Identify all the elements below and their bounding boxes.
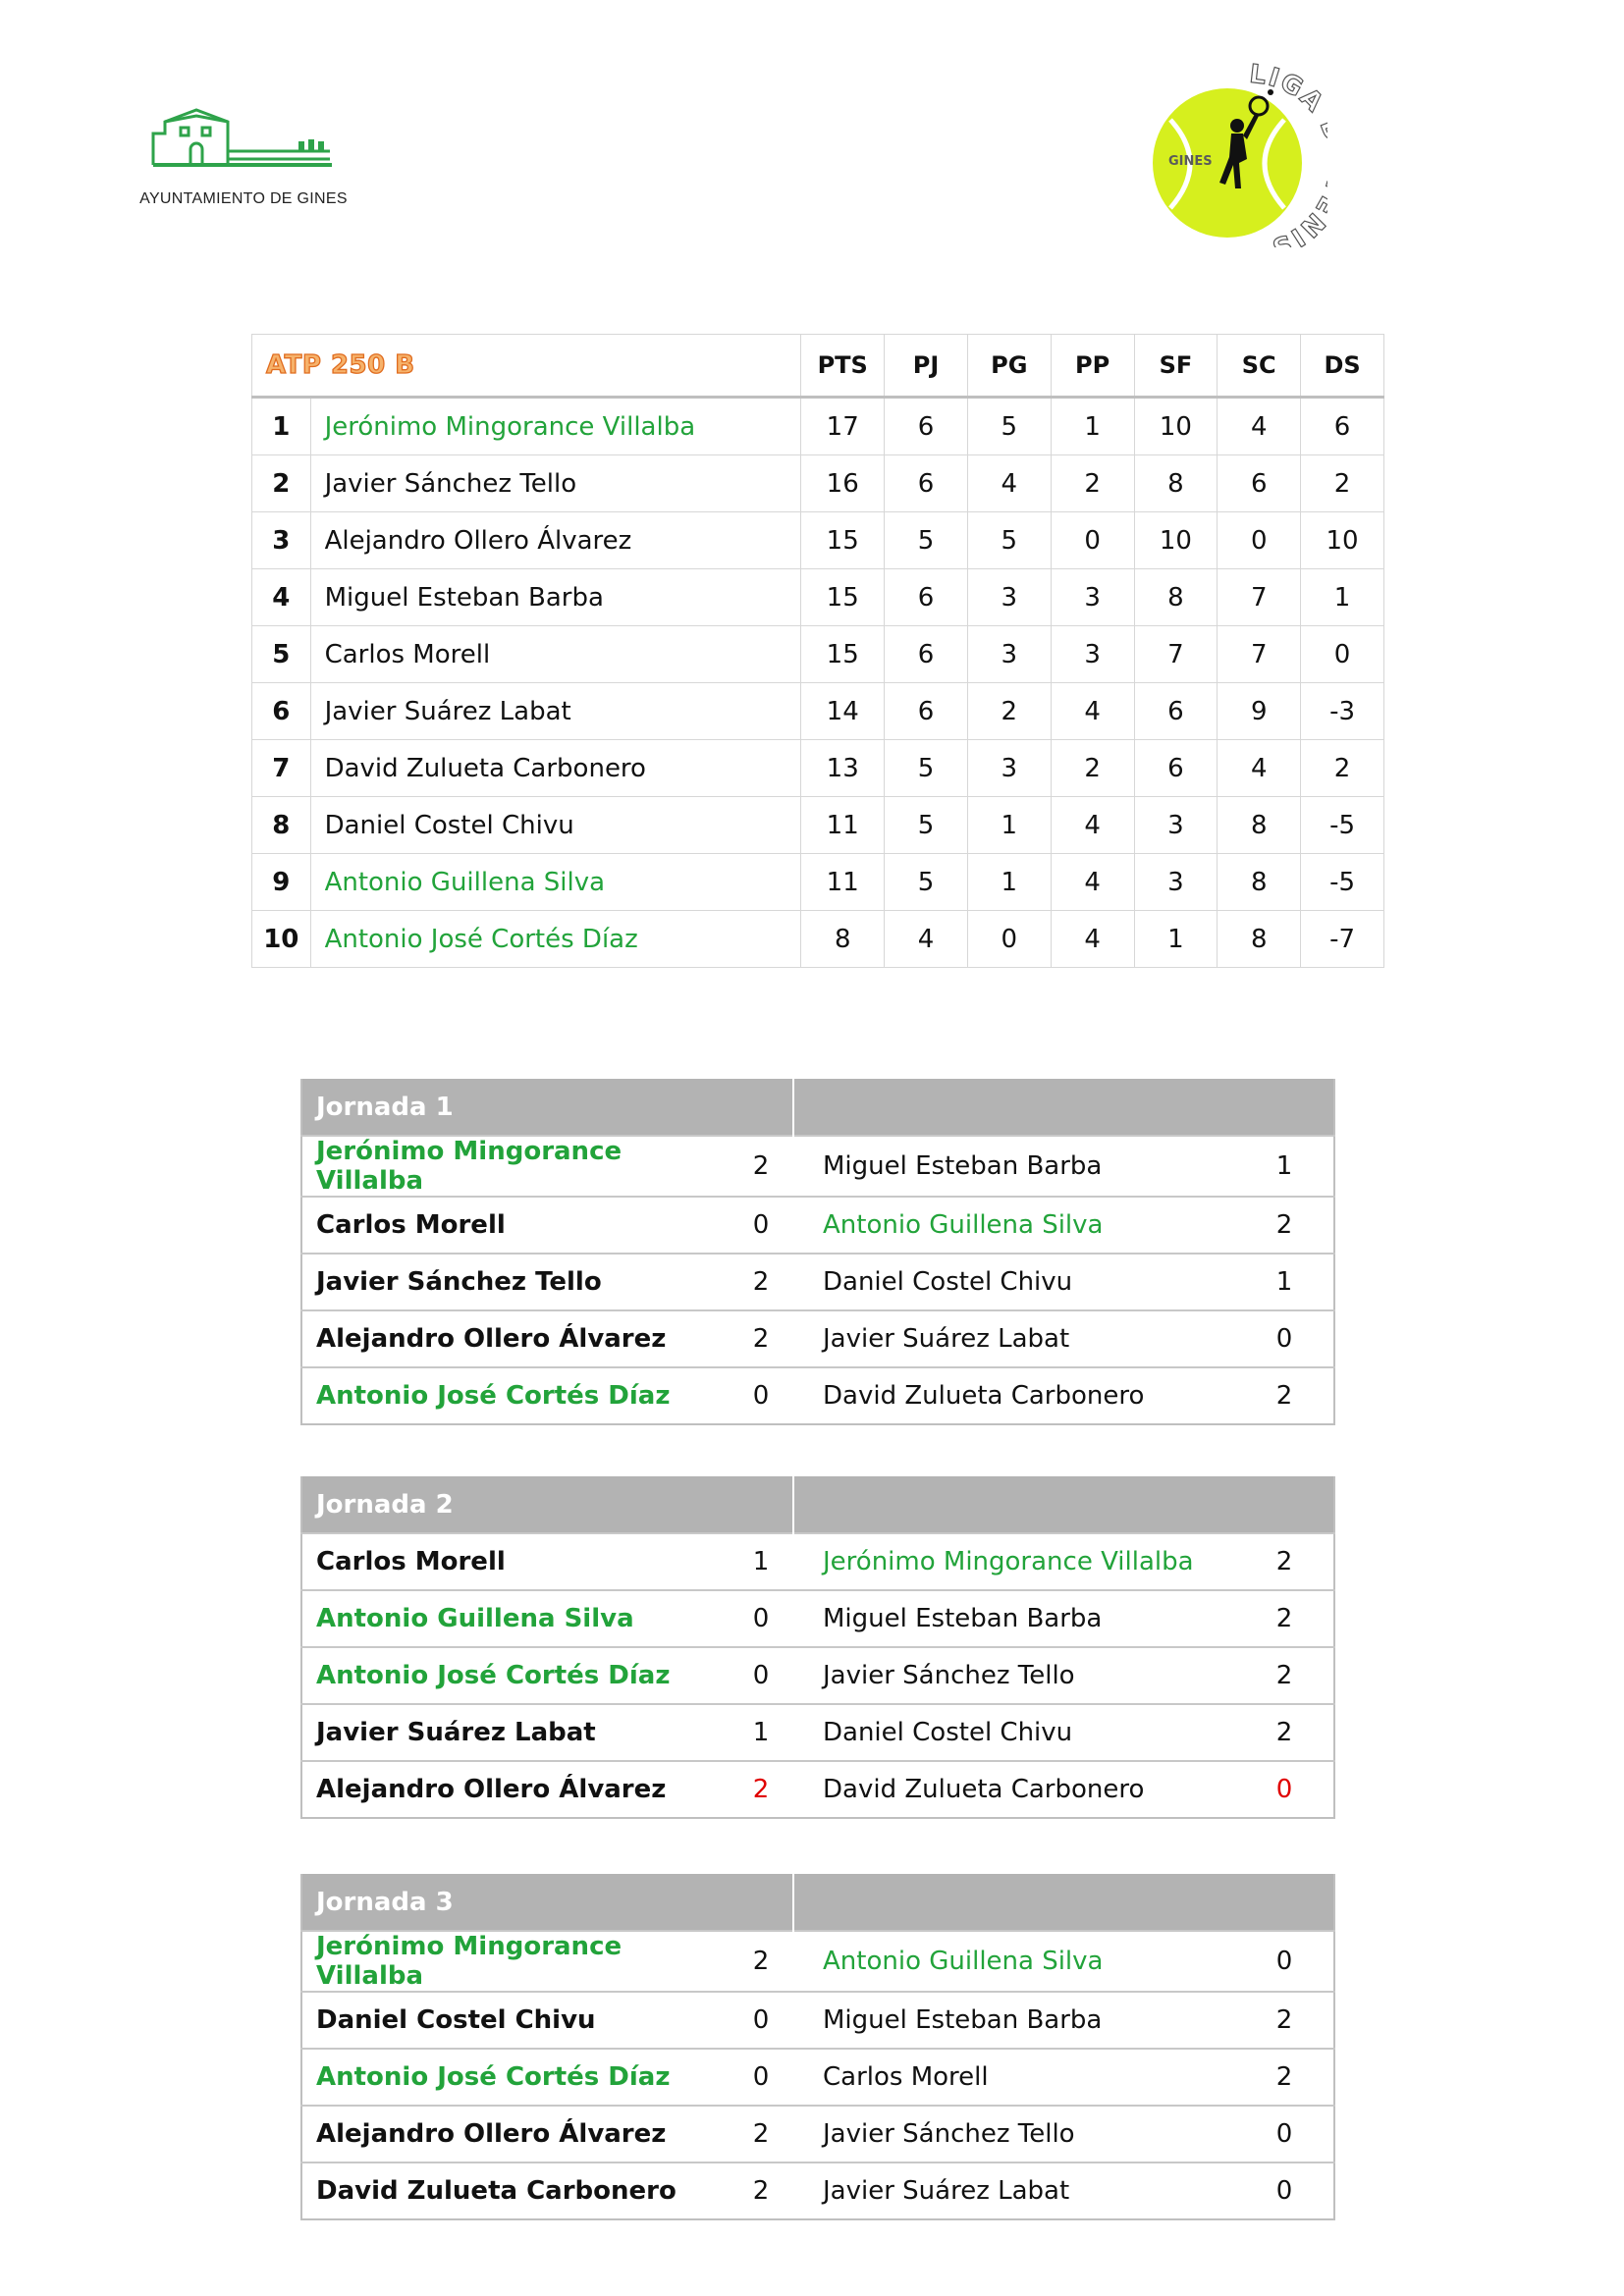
- player-a-score: 2: [729, 2106, 793, 2163]
- table-row: [252, 854, 1384, 911]
- stat-cell-pp: 0: [1051, 512, 1134, 569]
- stat-cell-pts: 11: [801, 797, 885, 854]
- matchday-header-blank: [793, 1874, 1334, 1931]
- player-b-name: Daniel Costel Chivu: [793, 1254, 1235, 1310]
- match-row: [301, 1533, 1334, 1590]
- stat-cell-pj: 5: [885, 854, 968, 911]
- svg-text:LIGA DE TENIS: LIGA NIS: [1248, 61, 1327, 247]
- player-a-score: 1: [729, 1704, 793, 1761]
- stat-cell-pg: 3: [967, 569, 1051, 626]
- player-a-score: 2: [729, 1310, 793, 1367]
- stat-cell-sc: 0: [1218, 512, 1301, 569]
- match-row: [301, 2049, 1334, 2106]
- player-name-cell: Daniel Costel Chivu: [310, 797, 801, 854]
- stat-cell-pg: 5: [967, 398, 1051, 455]
- player-b-name: Antonio Guillena Silva: [793, 1931, 1235, 1992]
- player-b-score: 1: [1235, 1254, 1334, 1310]
- svg-text:GINES: GINES: [1168, 154, 1213, 169]
- player-name-cell: Javier Sánchez Tello: [310, 455, 801, 512]
- player-b-score: 0: [1235, 1931, 1334, 1992]
- stat-cell-sc: 4: [1218, 740, 1301, 797]
- stat-cell-pts: 13: [801, 740, 885, 797]
- match-row: [301, 2163, 1334, 2219]
- matchday-table: [300, 1874, 1335, 2220]
- town-hall-icon: [151, 106, 338, 167]
- player-b-score: 2: [1235, 1197, 1334, 1254]
- matchday-header-row: [301, 1476, 1334, 1533]
- column-header-sc: SC: [1218, 335, 1301, 398]
- matchday-title: Jornada 2: [301, 1476, 793, 1533]
- stat-cell-ds: 6: [1301, 398, 1384, 455]
- stat-cell-sf: 3: [1134, 854, 1218, 911]
- stat-cell-pg: 0: [967, 911, 1051, 968]
- column-header-sf: SF: [1134, 335, 1218, 398]
- player-b-score: 2: [1235, 1704, 1334, 1761]
- stat-cell-pj: 4: [885, 911, 968, 968]
- stat-cell-pj: 6: [885, 455, 968, 512]
- position-cell: 10: [252, 911, 311, 968]
- player-b-name: Jerónimo Mingorance Villalba: [793, 1533, 1235, 1590]
- stat-cell-pts: 15: [801, 626, 885, 683]
- match-row: [301, 1931, 1334, 1992]
- player-a-score: 0: [729, 1647, 793, 1704]
- stat-cell-pts: 16: [801, 455, 885, 512]
- stat-cell-ds: 0: [1301, 626, 1384, 683]
- player-b-name: Javier Sánchez Tello: [793, 2106, 1235, 2163]
- player-a-score: 0: [729, 2049, 793, 2106]
- stat-cell-pp: 3: [1051, 569, 1134, 626]
- player-b-score: 2: [1235, 1992, 1334, 2049]
- player-b-name: Miguel Esteban Barba: [793, 1590, 1235, 1647]
- column-header-pts: PTS: [801, 335, 885, 398]
- stat-cell-ds: 2: [1301, 740, 1384, 797]
- stat-cell-sc: 9: [1218, 683, 1301, 740]
- stat-cell-pp: 4: [1051, 911, 1134, 968]
- player-b-name: David Zulueta Carbonero: [793, 1367, 1235, 1424]
- stat-cell-pj: 6: [885, 626, 968, 683]
- stat-cell-pj: 5: [885, 512, 968, 569]
- matchday-header-row: [301, 1874, 1334, 1931]
- table-row: [252, 797, 1384, 854]
- player-b-name: Antonio Guillena Silva: [793, 1197, 1235, 1254]
- player-a-score: 0: [729, 1992, 793, 2049]
- player-b-name: Javier Suárez Labat: [793, 2163, 1235, 2219]
- stat-cell-pj: 5: [885, 740, 968, 797]
- position-cell: 8: [252, 797, 311, 854]
- player-a-name: Daniel Costel Chivu: [301, 1992, 729, 2049]
- matchday-title: Jornada 1: [301, 1079, 793, 1136]
- player-b-score: 0: [1235, 1761, 1334, 1818]
- column-header-pj: PJ: [885, 335, 968, 398]
- standings-title: ATP 250 B: [266, 350, 415, 380]
- stat-cell-sc: 6: [1218, 455, 1301, 512]
- standings-title-cell: [252, 335, 801, 398]
- ayuntamiento-logo: [116, 106, 371, 214]
- player-b-name: Javier Sánchez Tello: [793, 1647, 1235, 1704]
- player-a-name: Antonio Guillena Silva: [301, 1590, 729, 1647]
- stat-cell-pj: 5: [885, 797, 968, 854]
- stat-cell-pg: 2: [967, 683, 1051, 740]
- match-row: [301, 1992, 1334, 2049]
- player-name-cell: Javier Suárez Labat: [310, 683, 801, 740]
- player-b-score: 0: [1235, 1310, 1334, 1367]
- stat-cell-sf: 3: [1134, 797, 1218, 854]
- player-b-name: David Zulueta Carbonero: [793, 1761, 1235, 1818]
- player-a-score: 2: [729, 1254, 793, 1310]
- stat-cell-pp: 2: [1051, 740, 1134, 797]
- position-cell: 5: [252, 626, 311, 683]
- stat-cell-sf: 7: [1134, 626, 1218, 683]
- player-name-cell: Jerónimo Mingorance Villalba: [310, 398, 801, 455]
- matchday-table: [300, 1079, 1335, 1425]
- player-a-name: Javier Sánchez Tello: [301, 1254, 729, 1310]
- stat-cell-sf: 6: [1134, 683, 1218, 740]
- match-row: [301, 1647, 1334, 1704]
- player-a-name: Carlos Morell: [301, 1533, 729, 1590]
- stat-cell-ds: -3: [1301, 683, 1384, 740]
- stat-cell-pts: 15: [801, 569, 885, 626]
- stat-cell-pp: 4: [1051, 854, 1134, 911]
- position-cell: 6: [252, 683, 311, 740]
- player-a-name: Carlos Morell: [301, 1197, 729, 1254]
- match-row: [301, 1761, 1334, 1818]
- player-b-name: Javier Suárez Labat: [793, 1310, 1235, 1367]
- matchday-header-blank: [793, 1079, 1334, 1136]
- stat-cell-pg: 1: [967, 797, 1051, 854]
- player-name-cell: Antonio José Cortés Díaz: [310, 911, 801, 968]
- stat-cell-pg: 3: [967, 740, 1051, 797]
- stat-cell-sc: 8: [1218, 797, 1301, 854]
- table-row: [252, 626, 1384, 683]
- position-cell: 2: [252, 455, 311, 512]
- player-a-name: Antonio José Cortés Díaz: [301, 2049, 729, 2106]
- player-a-name: Alejandro Ollero Álvarez: [301, 2106, 729, 2163]
- position-cell: 3: [252, 512, 311, 569]
- match-row: [301, 1197, 1334, 1254]
- stat-cell-pts: 15: [801, 512, 885, 569]
- player-name-cell: Antonio Guillena Silva: [310, 854, 801, 911]
- match-row: [301, 1310, 1334, 1367]
- stat-cell-ds: 1: [1301, 569, 1384, 626]
- stat-cell-sf: 1: [1134, 911, 1218, 968]
- stat-cell-sc: 8: [1218, 854, 1301, 911]
- player-b-name: Carlos Morell: [793, 2049, 1235, 2106]
- stat-cell-pp: 3: [1051, 626, 1134, 683]
- stat-cell-pj: 6: [885, 569, 968, 626]
- player-b-name: Miguel Esteban Barba: [793, 1136, 1235, 1197]
- stat-cell-pp: 4: [1051, 683, 1134, 740]
- match-row: [301, 1254, 1334, 1310]
- player-b-score: 2: [1235, 1533, 1334, 1590]
- match-row: [301, 1590, 1334, 1647]
- player-a-score: 2: [729, 1136, 793, 1197]
- player-b-score: 2: [1235, 2049, 1334, 2106]
- stat-cell-sf: 10: [1134, 512, 1218, 569]
- player-name-cell: Carlos Morell: [310, 626, 801, 683]
- player-name-cell: Alejandro Ollero Álvarez: [310, 512, 801, 569]
- liga-tenis-logo: [1141, 61, 1327, 247]
- stat-cell-pg: 4: [967, 455, 1051, 512]
- stat-cell-pj: 6: [885, 398, 968, 455]
- stat-cell-sf: 10: [1134, 398, 1218, 455]
- player-a-name: Javier Suárez Labat: [301, 1704, 729, 1761]
- table-row: [252, 683, 1384, 740]
- player-b-score: 2: [1235, 1647, 1334, 1704]
- player-a-score: 0: [729, 1197, 793, 1254]
- player-b-score: 1: [1235, 1136, 1334, 1197]
- player-a-score: 0: [729, 1590, 793, 1647]
- stat-cell-pg: 5: [967, 512, 1051, 569]
- stat-cell-pj: 6: [885, 683, 968, 740]
- match-row: [301, 1367, 1334, 1424]
- player-b-score: 2: [1235, 1590, 1334, 1647]
- stat-cell-pg: 1: [967, 854, 1051, 911]
- player-a-score: 2: [729, 1761, 793, 1818]
- stat-cell-ds: -5: [1301, 797, 1384, 854]
- position-cell: 4: [252, 569, 311, 626]
- player-b-score: 0: [1235, 2163, 1334, 2219]
- position-cell: 1: [252, 398, 311, 455]
- stat-cell-pg: 3: [967, 626, 1051, 683]
- organization-name: AYUNTAMIENTO DE GINES: [139, 190, 348, 207]
- stat-cell-ds: 10: [1301, 512, 1384, 569]
- player-a-name: Alejandro Ollero Álvarez: [301, 1310, 729, 1367]
- matchday-header-row: [301, 1079, 1334, 1136]
- player-a-score: 2: [729, 2163, 793, 2219]
- player-a-name: Jerónimo Mingorance Villalba: [301, 1136, 729, 1197]
- stat-cell-sc: 7: [1218, 569, 1301, 626]
- match-row: [301, 2106, 1334, 2163]
- player-b-score: 2: [1235, 1367, 1334, 1424]
- standings-table: [251, 334, 1384, 968]
- stat-cell-pts: 11: [801, 854, 885, 911]
- stat-cell-pp: 1: [1051, 398, 1134, 455]
- stat-cell-pp: 4: [1051, 797, 1134, 854]
- stat-cell-pts: 17: [801, 398, 885, 455]
- tennis-ball-icon: [1141, 61, 1327, 247]
- position-cell: 7: [252, 740, 311, 797]
- player-b-score: 0: [1235, 2106, 1334, 2163]
- table-row: [252, 911, 1384, 968]
- player-a-score: 1: [729, 1533, 793, 1590]
- matchday-header-blank: [793, 1476, 1334, 1533]
- player-a-score: 0: [729, 1367, 793, 1424]
- player-b-name: Daniel Costel Chivu: [793, 1704, 1235, 1761]
- table-row: [252, 512, 1384, 569]
- player-a-name: Antonio José Cortés Díaz: [301, 1367, 729, 1424]
- stat-cell-sc: 8: [1218, 911, 1301, 968]
- stat-cell-pp: 2: [1051, 455, 1134, 512]
- stat-cell-sf: 8: [1134, 455, 1218, 512]
- position-cell: 9: [252, 854, 311, 911]
- player-a-name: Jerónimo Mingorance Villalba: [301, 1931, 729, 1992]
- column-header-ds: DS: [1301, 335, 1384, 398]
- player-name-cell: David Zulueta Carbonero: [310, 740, 801, 797]
- stat-cell-ds: 2: [1301, 455, 1384, 512]
- player-a-name: David Zulueta Carbonero: [301, 2163, 729, 2219]
- stat-cell-sc: 4: [1218, 398, 1301, 455]
- stat-cell-sc: 7: [1218, 626, 1301, 683]
- player-a-name: Alejandro Ollero Álvarez: [301, 1761, 729, 1818]
- stat-cell-ds: -5: [1301, 854, 1384, 911]
- column-header-pp: PP: [1051, 335, 1134, 398]
- stat-cell-ds: -7: [1301, 911, 1384, 968]
- table-row: [252, 398, 1384, 455]
- stat-cell-pts: 14: [801, 683, 885, 740]
- table-row: [252, 740, 1384, 797]
- stat-cell-sf: 8: [1134, 569, 1218, 626]
- table-row: [252, 569, 1384, 626]
- match-row: [301, 1136, 1334, 1197]
- player-name-cell: Miguel Esteban Barba: [310, 569, 801, 626]
- player-b-name: Miguel Esteban Barba: [793, 1992, 1235, 2049]
- stat-cell-pts: 8: [801, 911, 885, 968]
- column-header-pg: PG: [967, 335, 1051, 398]
- player-a-score: 2: [729, 1931, 793, 1992]
- matchday-table: [300, 1476, 1335, 1819]
- match-row: [301, 1704, 1334, 1761]
- stat-cell-sf: 6: [1134, 740, 1218, 797]
- matchday-title: Jornada 3: [301, 1874, 793, 1931]
- player-a-name: Antonio José Cortés Díaz: [301, 1647, 729, 1704]
- table-row: [252, 455, 1384, 512]
